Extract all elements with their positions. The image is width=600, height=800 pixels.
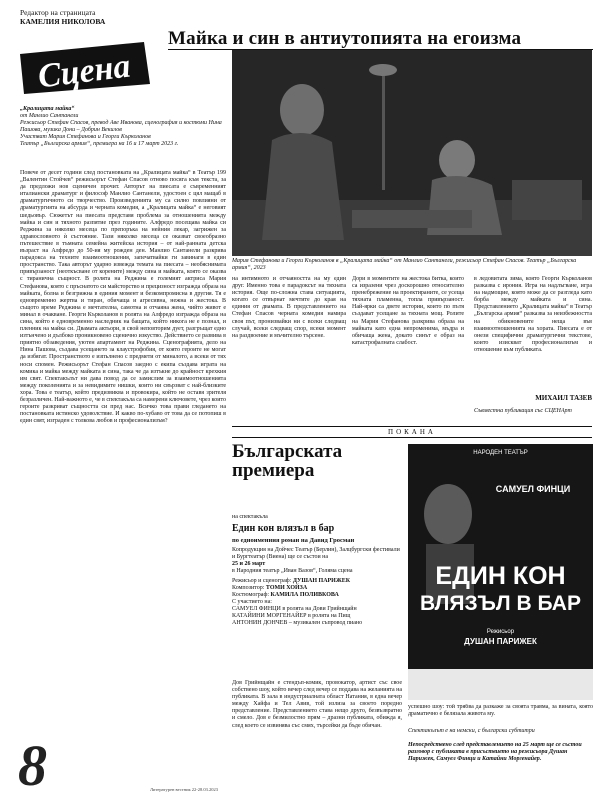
director-label: Режисьор и сценограф: — [232, 578, 292, 584]
composer-label: Композитор: — [232, 585, 265, 591]
play-author: от Манлио Сантанели — [20, 113, 79, 119]
premiere-title: Българската премиера — [232, 441, 343, 481]
poster-actor: САМУЕЛ ФИНЦИ — [495, 484, 571, 494]
actor-2: КАТАЙИНИ МОРГЕНАЙЕР в ролята на Пищ — [232, 613, 351, 619]
play-title: „Кралицата майка“ — [20, 106, 75, 112]
actor-3: АНТОНИН ДОНЧЕВ – музикален съпровод пиано — [232, 620, 363, 626]
premiere-venue: в Народния театър „Иван Вазов“, Голяма сцена — [232, 568, 353, 574]
page-editor — [20, 8, 105, 26]
poster-director: ДУШАН ПАРИЖЕК — [464, 637, 537, 646]
play-director: Режисьор Стефан Спасов, превод Аве Иванова, сценография и костюми Нина Пашова, музика Дони – Добрин Векилов — [20, 120, 222, 133]
play-theatre: Театър „Българска армия“, премиера на 16 и 17 март 2023 г. — [20, 141, 179, 147]
poster-theatre: НАРОДЕН ТЕАТЪР — [473, 450, 528, 456]
review-column-2: на интимното и отчаяността на му един друг. Именно това е парадоксът на тяхната история. Още по-сложна става ситуацията, когато се отвърнат мечтите до края на единия от двамата. В представлението на Стефан Спасов черната комедия намира своя път, пронизвайки ни с всеки следващ случай, всеки следващ спор, всеки момент на раздвоение и мъчително търсене. — [232, 276, 346, 339]
director-name: ДУШАН ПАРИЖЕК — [292, 578, 351, 584]
review-note: Съвместна публикация със СЦЕНАрт — [474, 408, 572, 414]
subtitles-note: Спектакълът е на немски, с български субтитри — [408, 728, 535, 734]
footer: Литературен вестник 22-28.03.2023 — [150, 787, 219, 792]
review-author: МИХАИЛ ТАЗЕВ — [535, 394, 592, 402]
play-cast: Участват Мария Стефанова и Георги Кърколанов — [20, 134, 151, 140]
play-credits — [20, 106, 226, 148]
section-logo-text: Сцена — [35, 47, 133, 96]
poster-director-label: Режисьор — [486, 629, 515, 635]
novel-note: по едноименния роман на Давид Гросман — [232, 537, 355, 544]
editor-role: Редактор на страницата — [20, 8, 96, 17]
section-logo — [14, 40, 154, 96]
poster-title-line-2: ВЛЯЗЪЛ В БАР — [420, 592, 581, 615]
headline: Майка и син в антиутопията на егоизма — [168, 28, 522, 49]
actor-1: САМУЕЛ ФИНЦИ в ролята на Дови Грийнщайн — [232, 606, 357, 612]
page-number: 8 — [18, 733, 47, 798]
premiere-dates: 25 и 26 март — [232, 561, 266, 567]
composer-name: ТОМИ ХОЙЗА — [265, 585, 308, 591]
coproduction: Копродукция на Дойчес Театър (Берлин), Залцбургски фестивали и Бургтеатър (Виена) ще се състои на — [232, 547, 400, 560]
review-column-3: Дори в моментите на жестока битка, които са изразени чрез доскорошно относително пренебрежение на проектираните, се усеща тяхната пламенна, топла привързаност. Най-ярки са двете истории, които по пътя създават усещане за тяхната мощ. Ролите на Мария Стефанова разкрива образа на майката като една непроменима, мъдра и обичаща жена, докато синът е образ на катастрофалната слабост. — [352, 276, 464, 346]
show-title: Един кон влязъл в бар — [232, 523, 335, 534]
review-column-4: в ледовитата зима, която Георги Кърколанов разказва с ирония. Игра на надлъгване, игра на надмощие, която може да се разгледа като борба между майката и сина. Представлението „Кралицата майка“ в Театър „Българска армия“ разказва за неизбежността на обикновените неща във взаимоотношенията на хората. Пиесата е от онези специфични драматургични текстове, които изискват професионализъм и отношение към публиката. — [474, 276, 592, 353]
final-note: Непосредствено след представлението на 25 март ще се състои разговор с публиката в присъствието на режисьора Душан Парижек, Самуел Финци и Катайни Моргенайер. — [408, 742, 582, 762]
review-lead-column: Повече от десет години след постановката на „Кралицата майка“ в Театър 199 „Валентин Стойчев“ режисьорът Стефан Спасов отново посяга към текста, за да предложи нов сценичен прочит. Авторът на пиесата е съвременният италиански драматург и философ Манлио Сантанели, удостоен с цял мащаб в драматургичното си творчество. Произведенията му са силно повлияни от драматургията на абсурда и черната комедия, а „Кралицата майка“ е неговият шедьовър. Сюжетът на пиесата представя проблема за отношенията между майка и син и тяхното разпятие през годините. Алфредо посещава майка си Реджина за няколко месеца по препоръка на нейния лекар, загрижен за здравословното ѝ състояние. Тази няколко месеца се оказват своеобразно пътешествие в тъмната семейна житейска история – от най-ранната детска възраст на Алфредо до 50-ия му рожден ден. Манлио Сантанели разкрива парадокса на техните взаимоотношения, запечатвайки ги завинаги в един пространство. Така авторът ударно извежда темата на пиесата – необяснимата привързаност (неоткъсване от корените) между сина и майката, която се оказва с тиранична същност. В ролята на Реджина е големият актриса Мария Стефанова, която с пръснатото си майсторство и прецизност изгражда образа на майката, болна и безгрижна в единия момент и безкомпромисна в другия. Тя е едновременно жертва и тиран, обичаща и агресивна, нежна и жестока. В същото време Реджина е мечтателна, самотна и отчаяна жена, чийто живот е минал в очакване. Георги Кърколанов в ролята на Алфредо изгражда образа на сина, който е едновременно наследник на бащата, който никога не е познал, и пленник на майка си. Двамата актьори, в свой неповторим дует, разгръщат едно изтънчено и дълбоко проникновено сценично изкуство. Действието се развива в приятно обзаведения, уютен апартамент на Реджина. Сценографията, дело на Нина Пашова, създава усещането за клаустрофобия, от която героите не могат да избягат. Пространството е изпълнено с предмети от миналото, а всеки от тях носи спомен. Режисьорът Стефан Спасов заедно с екипа създава играта на комика и майка между майката и сина, така че да изтъкне до крайност крехкия им свят. Спектакълът ни дава повод да се замислим за взаимоотношенията между поколенията и за невидимите нишки, които ни свързват с най-близките хора. Това е театър, който предизвиква и провокира, който не оставя зрителя безразличен. Най-важното е, че в спектакъла са намерени ключовете, чрез които героите разкриват същността си пред нас. Всичко това прави гледането на постановката истинско удоволствие. И какво по-хубаво от това да се потопиш в един свят, изграден с толкова любов и професионализъм? — [20, 170, 226, 425]
participation-label: С участието на: — [232, 599, 272, 605]
premiere-info — [232, 514, 404, 627]
premiere-of-show: на спектакъла — [232, 514, 268, 520]
show-poster — [408, 444, 593, 700]
costume-name: КАМИЛА ПОЛИВКОВА — [270, 592, 339, 598]
poster-title-line-1: ЕДИН КОН — [435, 562, 566, 590]
photo-caption: Мария Стефанова и Георги Кърколанов в „Кралицата майка“ от Манлио Сантанели, режисьор Стефан Спасов. Театър „Българска армия“, 2023 — [232, 258, 577, 271]
invitation-banner: ПОКАНА — [232, 426, 592, 438]
premiere-description-cont: успешно шоу: той трябва да разкаже за своята травма, за вината, която драматично е белязала живота му. — [408, 704, 593, 718]
editor-name: КАМЕЛИЯ НИКОЛОВА — [20, 17, 106, 26]
stage-photo — [232, 50, 592, 256]
costume-label: Костюмограф: — [232, 592, 270, 598]
premiere-description: Дов Грийнщайн е стендъп-комик, провокатор, артист със свое собствено шоу, който вечер след вечер се поддава на желанията на публиката. В зала в индустриалната област Натания, в една вечер между Хайфа и Тел Авив, той излиза за своето поредно представление. Представлението става нещо друго, безвъзвратно и смело. Дов е безмилостно прям – дразни публиката, обижда я, след което се извинява със смях, търсейки да бъде обичан. — [232, 680, 402, 729]
